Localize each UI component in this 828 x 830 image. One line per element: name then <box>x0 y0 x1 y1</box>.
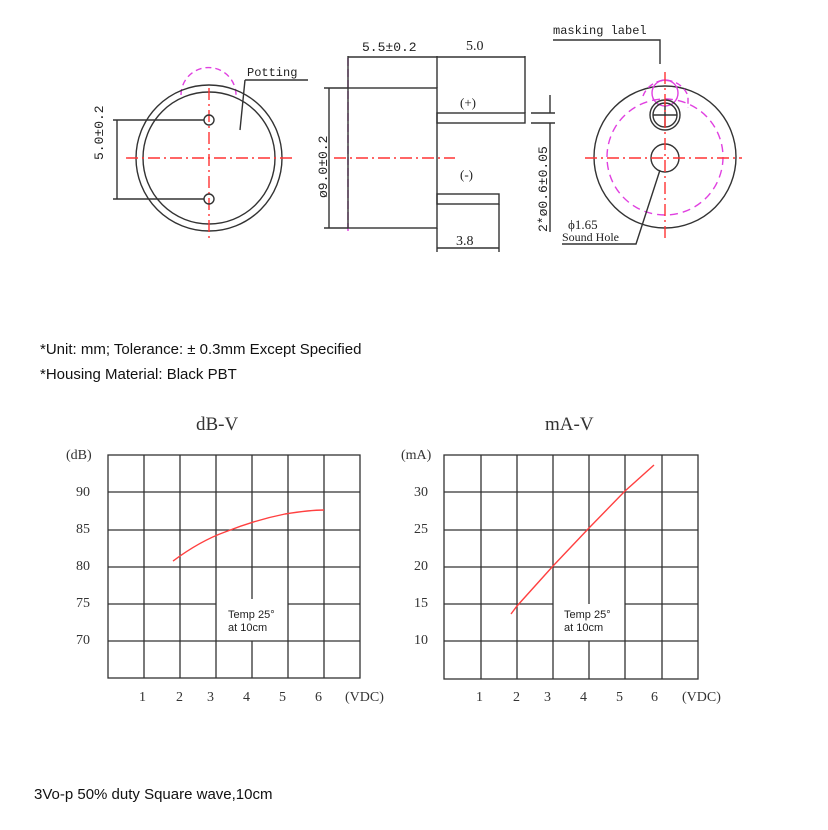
y-axis-label-ma: (mA) <box>401 448 432 463</box>
y-tick: 70 <box>76 633 90 648</box>
sound-hole-label: Sound Hole <box>562 230 619 244</box>
chart-title-ma: mA-V <box>545 414 594 435</box>
x-axis-label-db: (VDC) <box>345 690 384 705</box>
x-tick: 1 <box>139 690 146 705</box>
chart-annotation-ma: Temp 25° at 10cm <box>564 609 611 634</box>
x-tick: 5 <box>279 690 286 705</box>
plus-terminal-label: (+) <box>460 95 476 110</box>
x-tick: 3 <box>207 690 214 705</box>
x-tick: 2 <box>176 690 183 705</box>
y-axis-label-db: (dB) <box>66 448 92 463</box>
back-view <box>553 40 742 244</box>
ma-curve <box>511 465 654 614</box>
unit-tolerance-note: *Unit: mm; Tolerance: ± 0.3mm Except Specified <box>40 341 362 358</box>
test-condition-note: 3Vo-p 50% duty Square wave,10cm <box>34 786 273 803</box>
x-tick: 1 <box>476 690 483 705</box>
pin-minus-dimension: 3.8 <box>456 234 474 249</box>
diameter-dimension: ø9.0±0.2 <box>316 135 331 198</box>
masking-label: masking label <box>553 24 647 38</box>
x-tick: 4 <box>243 690 250 705</box>
chart-annotation-db: Temp 25° at 10cm <box>228 609 275 634</box>
x-tick: 6 <box>315 690 322 705</box>
y-tick: 15 <box>414 596 428 611</box>
y-tick: 90 <box>76 485 90 500</box>
y-tick: 10 <box>414 633 428 648</box>
y-tick: 80 <box>76 559 90 574</box>
x-tick: 6 <box>651 690 658 705</box>
minus-terminal-label: (-) <box>460 167 473 182</box>
length-dimension: 5.5±0.2 <box>362 40 417 55</box>
sound-hole-size: ϕ1.65 <box>568 217 598 232</box>
housing-material-note: *Housing Material: Black PBT <box>40 366 237 383</box>
pin-plus-dimension: 5.0 <box>466 39 484 54</box>
y-tick: 30 <box>414 485 428 500</box>
y-tick: 25 <box>414 522 428 537</box>
y-tick: 75 <box>76 596 90 611</box>
x-tick: 3 <box>544 690 551 705</box>
chart-title-db: dB-V <box>196 414 239 435</box>
pin-diameter-dimension: 2*ø0.6±0.05 <box>536 146 551 232</box>
y-tick: 20 <box>414 559 428 574</box>
pin-spacing-dimension: 5.0±0.2 <box>92 105 107 160</box>
x-tick: 2 <box>513 690 520 705</box>
potting-label: Potting <box>247 66 298 80</box>
side-view <box>324 56 555 252</box>
db-curve <box>173 510 324 561</box>
front-view <box>113 68 308 238</box>
y-tick: 85 <box>76 522 90 537</box>
x-tick: 5 <box>616 690 623 705</box>
x-tick: 4 <box>580 690 587 705</box>
x-axis-label-ma: (VDC) <box>682 690 721 705</box>
